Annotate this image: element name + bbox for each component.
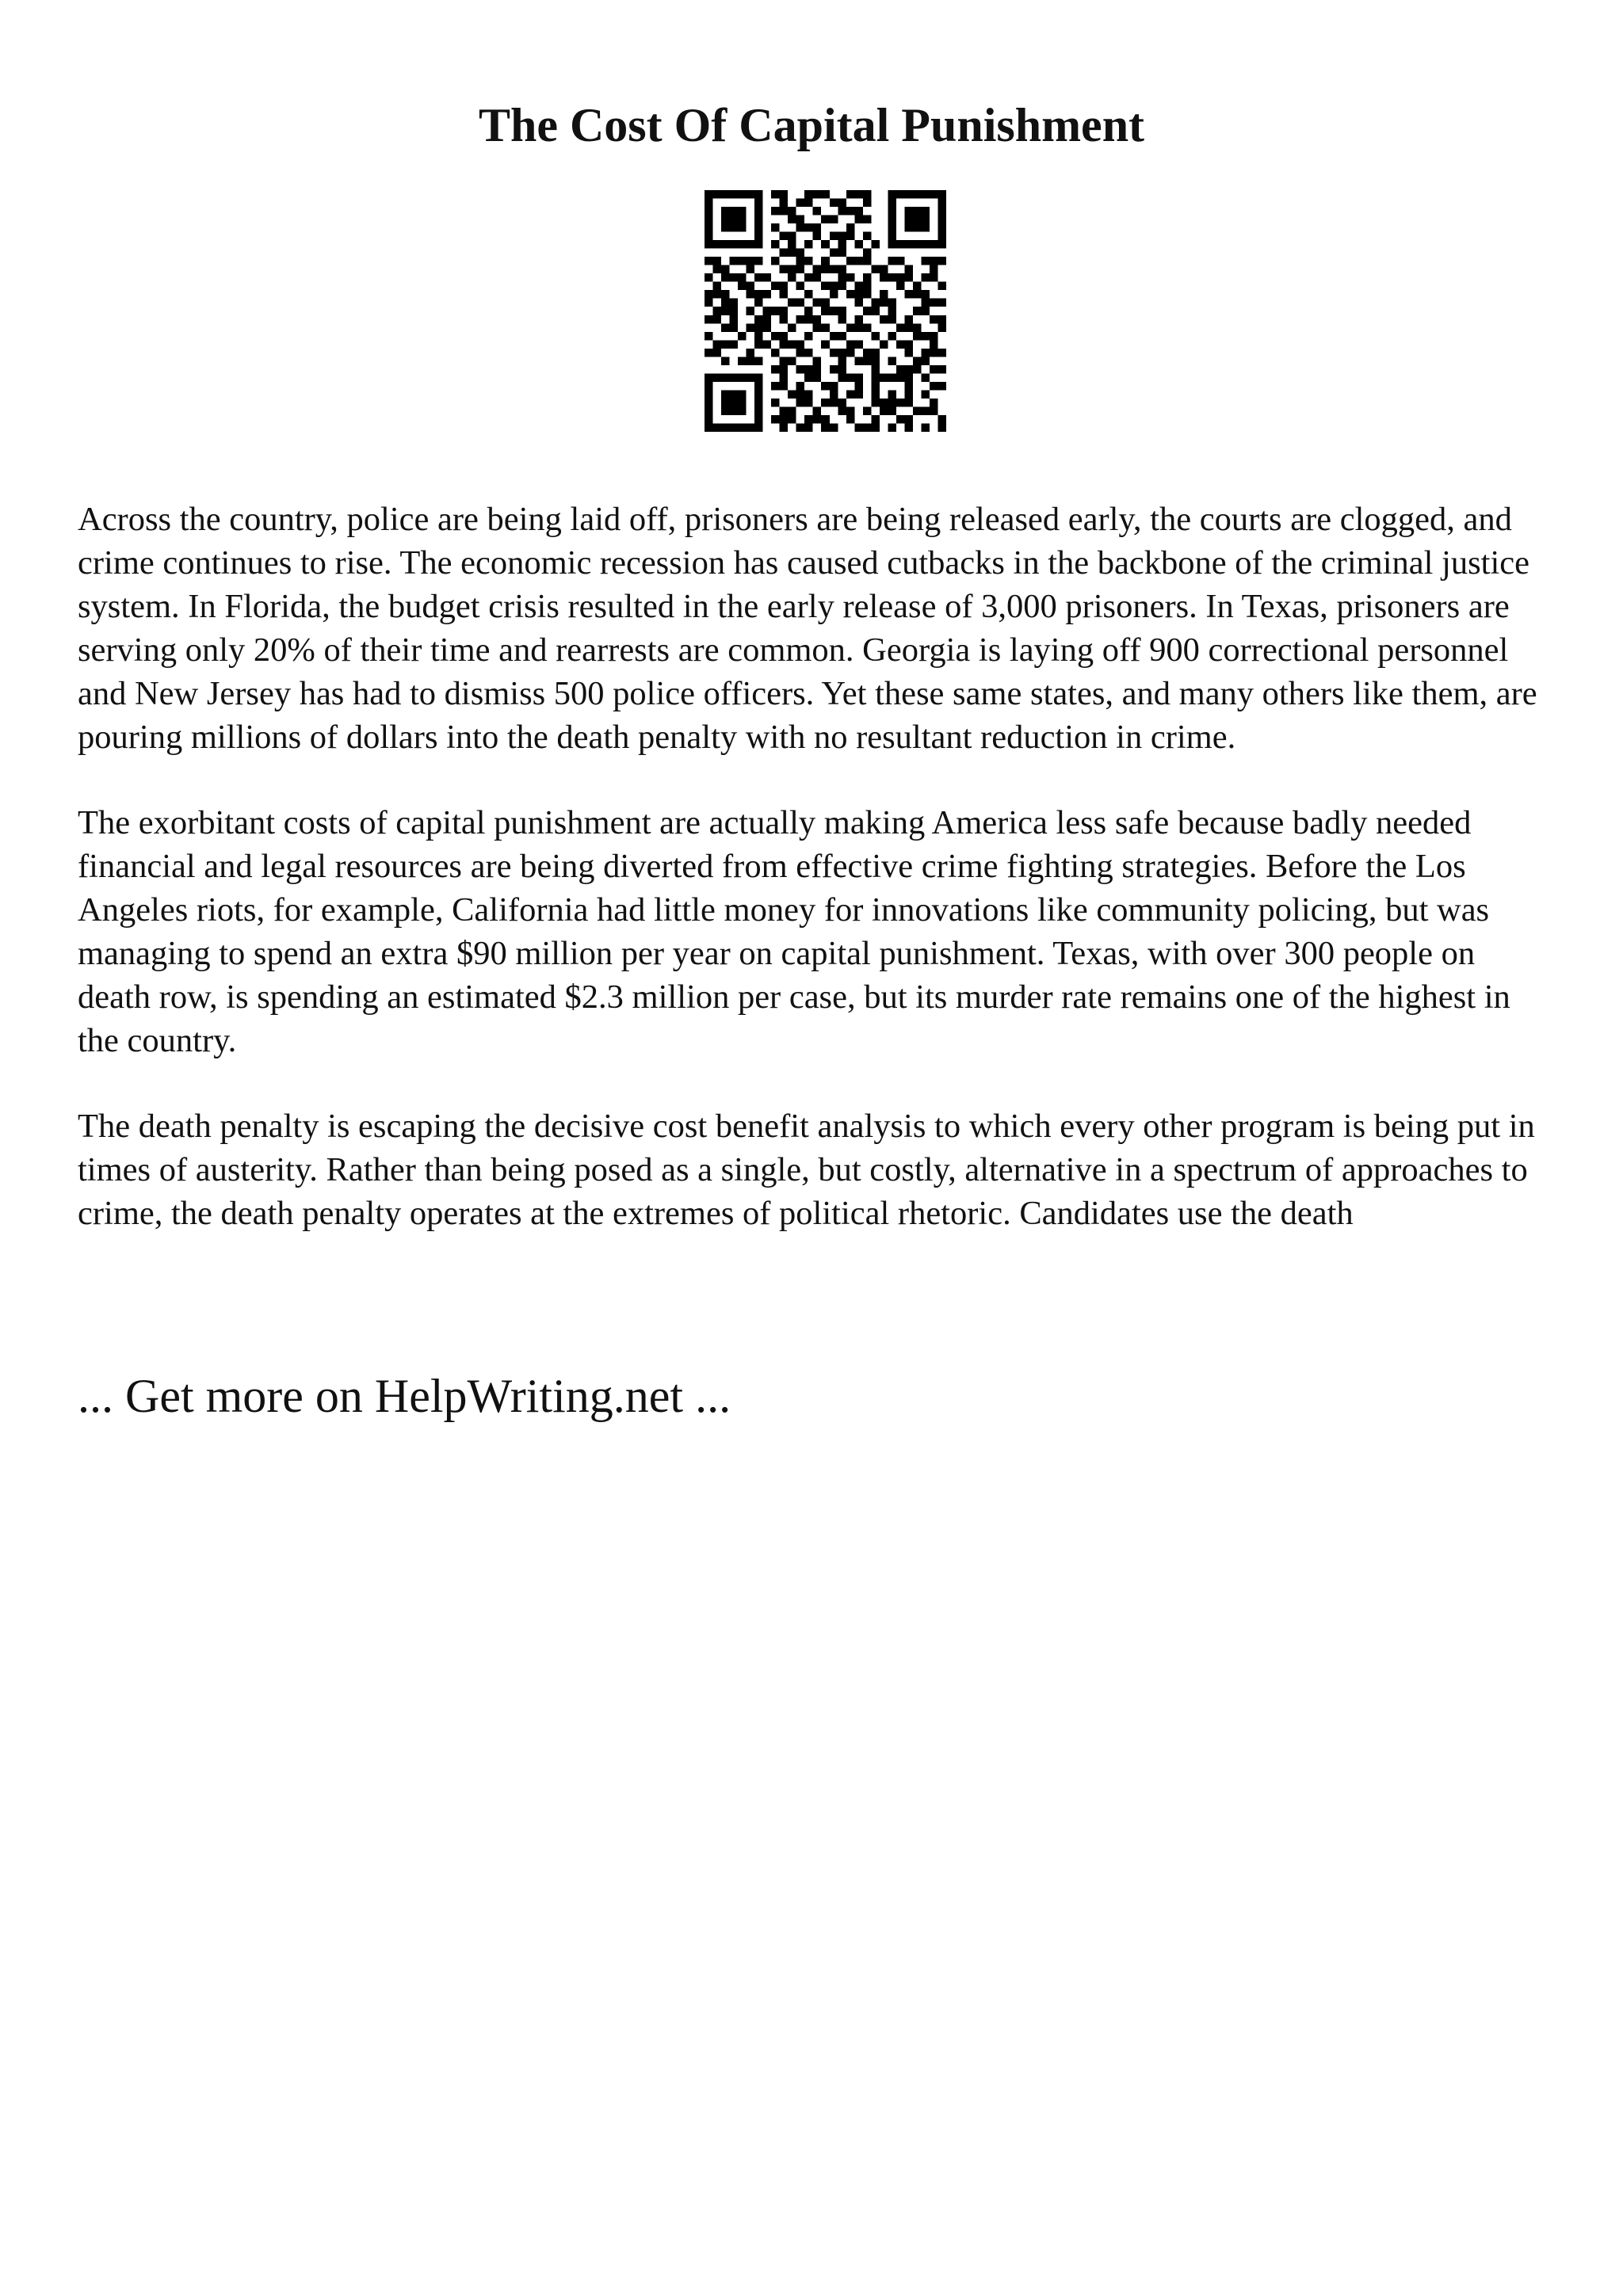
paragraph-1: Across the country, police are being laid off, prisoners are being released early, the courts are clogged, and crime continues to rise. The economic recession has caused cutbacks in the backbone of the criminal justice system. In Florida, the budget crisis resulted in the early release of 3,000 prisoners. In Texas, prisoners are serving only 20% of their time and rearrests are common. Georgia is laying off 900 correctional personnel and New Jersey has had to dismiss 500 police officers. Yet these same states, and many others like them, are pouring millions of dollars into the death penalty with no resultant reduction in crime. — [78, 501, 1537, 756]
get-more-link[interactable]: ... Get more on HelpWriting.net ... — [78, 1370, 731, 1422]
qr-code-icon — [705, 190, 946, 432]
article-body — [78, 498, 1552, 1277]
page-title: The Cost Of Capital Punishment — [478, 99, 1145, 151]
paragraph-2: The exorbitant costs of capital punishment are actually making America less safe because badly needed financial and legal resources are being diverted from effective crime fighting strategies. Before the Los Angeles riots, for example, California had little money for innovations like community policing, but was managing to spend an extra $90 million per year on capital punishment. Texas, with over 300 people on death row, is spending an estimated $2.3 million per case, but its murder rate remains one of the highest in the country. — [78, 804, 1510, 1059]
paragraph-3: The death penalty is escaping the decisive cost benefit analysis to which every other program is being put in times of austerity. Rather than being posed as a single, but costly, alternative in a spectrum of approaches to crime, the death penalty operates at the extremes of political rhetoric. Candidates use the death — [78, 1108, 1535, 1232]
